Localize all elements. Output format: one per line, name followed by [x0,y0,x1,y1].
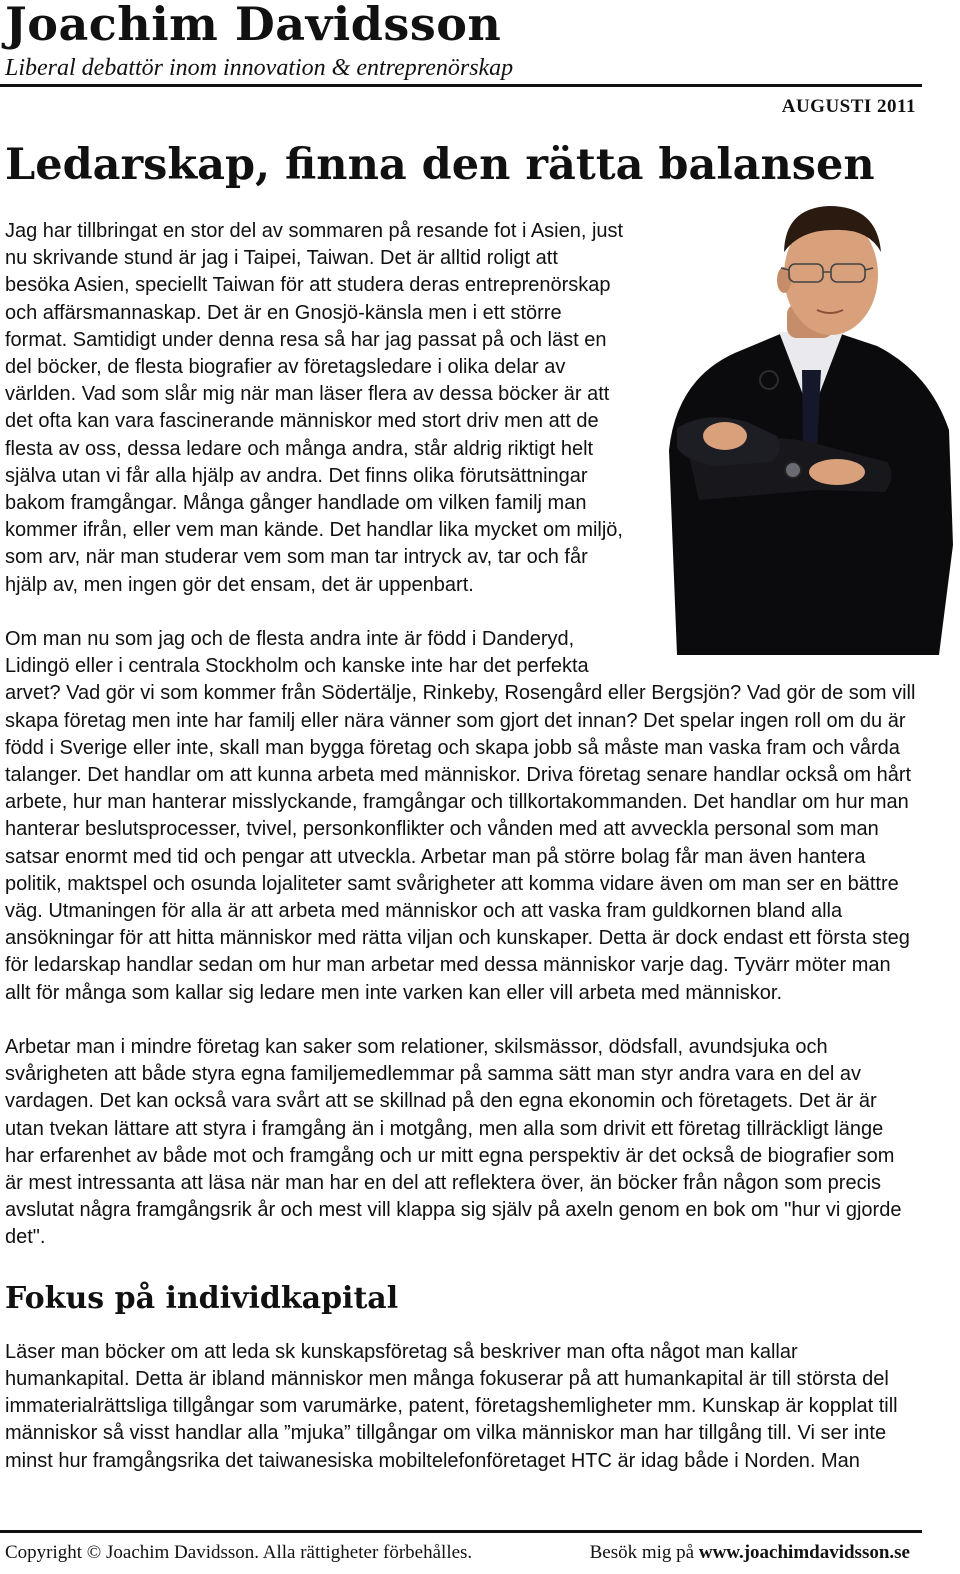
website-link[interactable]: www.joachimdavidsson.se [698,1542,910,1563]
portrait-wrap-space [627,218,917,654]
article-body [5,218,917,1502]
copyright-notice: Copyright © Joachim Davidsson. Alla rättigheter förbehålles. [5,1542,473,1563]
article-paragraph-1: Jag har tillbringat en stor del av sommaren på resande fot i Asien, just nu skrivande stund är jag i Taipei, Taiwan. Det är alltid roligt att besöka Asien, speciellt Taiwan för att studera deras entreprenörskap och affärsmannaskap. Det är en Gnosjö-känsla men i ett större format. Samtidigt under denna resa så har jag passat på och läst en del böcker, de flesta biografier av företagsledare i olika delar av världen. Vad som slår mig när man läser flera av dessa böcker är att det ofta kan vara fascinerande människor med stort driv men att de flesta av oss, dessa ledare och många andra, står aldrig riktigt helt själva utan vi får alla hjälp av andra. Det finns olika förutsättningar bakom framgångar. Många gånger handlade om vilken familj man kommer ifrån, eller vem man kände. Det handlar lika mycket om miljö, som arv, när man studerar vem som man tar intryck av, tar och får hjälp av, men ingen gör det ensam, det är uppenbart. [5,220,624,596]
visit-line [590,1541,910,1565]
masthead [5,0,920,82]
section-subheading: Fokus på individkapital [5,1280,399,1316]
visit-prefix: Besök mig på [589,1542,699,1563]
issue-date: AUGUSTI 2011 [781,96,916,117]
site-tagline: Liberal debattör inom innovation & entreprenörskap [5,55,514,81]
article-paragraph-3: Arbetar man i mindre företag kan saker som relationer, skilsmässor, dödsfall, avundsjuka och svårigheten att både styra egna familjemedlemmar på samma sätt man styr andra vara en del av vardagen. Det kan också vara svårt att se skillnad på den egna ekonomin och företagets. Det är är utan tvekan lättare att styra i framgång än i motgång, men alla som drivit ett företag tillräckligt länge har erfarenhet av både mot och framgång och ur mitt egna perspektiv är det också de biografier som är mest intressanta att läsa när man har en del att reflektera över, än böcker från någon som precis avslutat några framgångsrik år och mest vill klappa sig själv på axeln genom en bok om "hur vi gjorde det". [5,1036,902,1249]
article-headline: Ledarskap, finna den rätta balansen [5,140,875,190]
header-rule [0,84,922,87]
footer-rule [0,1530,922,1533]
site-title: Joachim Davidsson [5,0,502,51]
article-paragraph-4: Läser man böcker om att leda sk kunskapsföretag så beskriver man ofta något man kallar humankapital. Detta är ibland människor men många fokuserar på att humankapital är till största del immaterialrättsliga tillgångar som varumärke, patent, företagshemligheter mm. Kunskap är kopplat till människor så visst handlar alla ”mjuka” tillgångar om vilka människor man har tillgång till. Vi ser inte minst hur framgångsrika det taiwanesiska mobiltelefonföretaget HTC är idag både i Norden. Man [5,1340,898,1472]
article-paragraph-2: Om man nu som jag och de flesta andra inte är född i Danderyd, Lidingö eller i centrala Stockholm och kanske inte har det perfekta arvet? Vad gör vi som kommer från Södertälje, Rinkeby, Rosengård eller Bergsjön? Vad gör de som vill skapa företag men inte har familj eller nära vänner som gjort det innan? Det spelar ingen roll om du är född i Sverige eller inte, skall man bygga företag och skapa jobb så måste man vaska fram och vårda talanger. Det handlar om att kunna arbeta med människor. Driva företag senare handlar också om hårt arbete, hur man hanterar misslyckande, framgångar och tillkortakommanden. Det handlar om hur man hanterar beslutsprocesser, tvivel, personkonflikter och vånden med att avveckla personal som man satsar enormt med tid och pengar att utveckla. Arbetar man på större bolag får man även hantera politik, maktspel och osunda lojaliteter samt svårigheter att komma vidare även om man ser en bättre väg. Utmaningen för alla är att arbeta med människor och att vaska fram guldkornen bland alla ansökningar för att hitta människor med rätta viljan och kunskaper. Detta är dock endast ett första steg för ledarskap handlar sedan om hur man arbetar med dessa människor varje dag. Tyvärr möter man allt för många som kallar sig ledare men inte varken kan eller vill arbeta med människor. [5,628,916,1004]
